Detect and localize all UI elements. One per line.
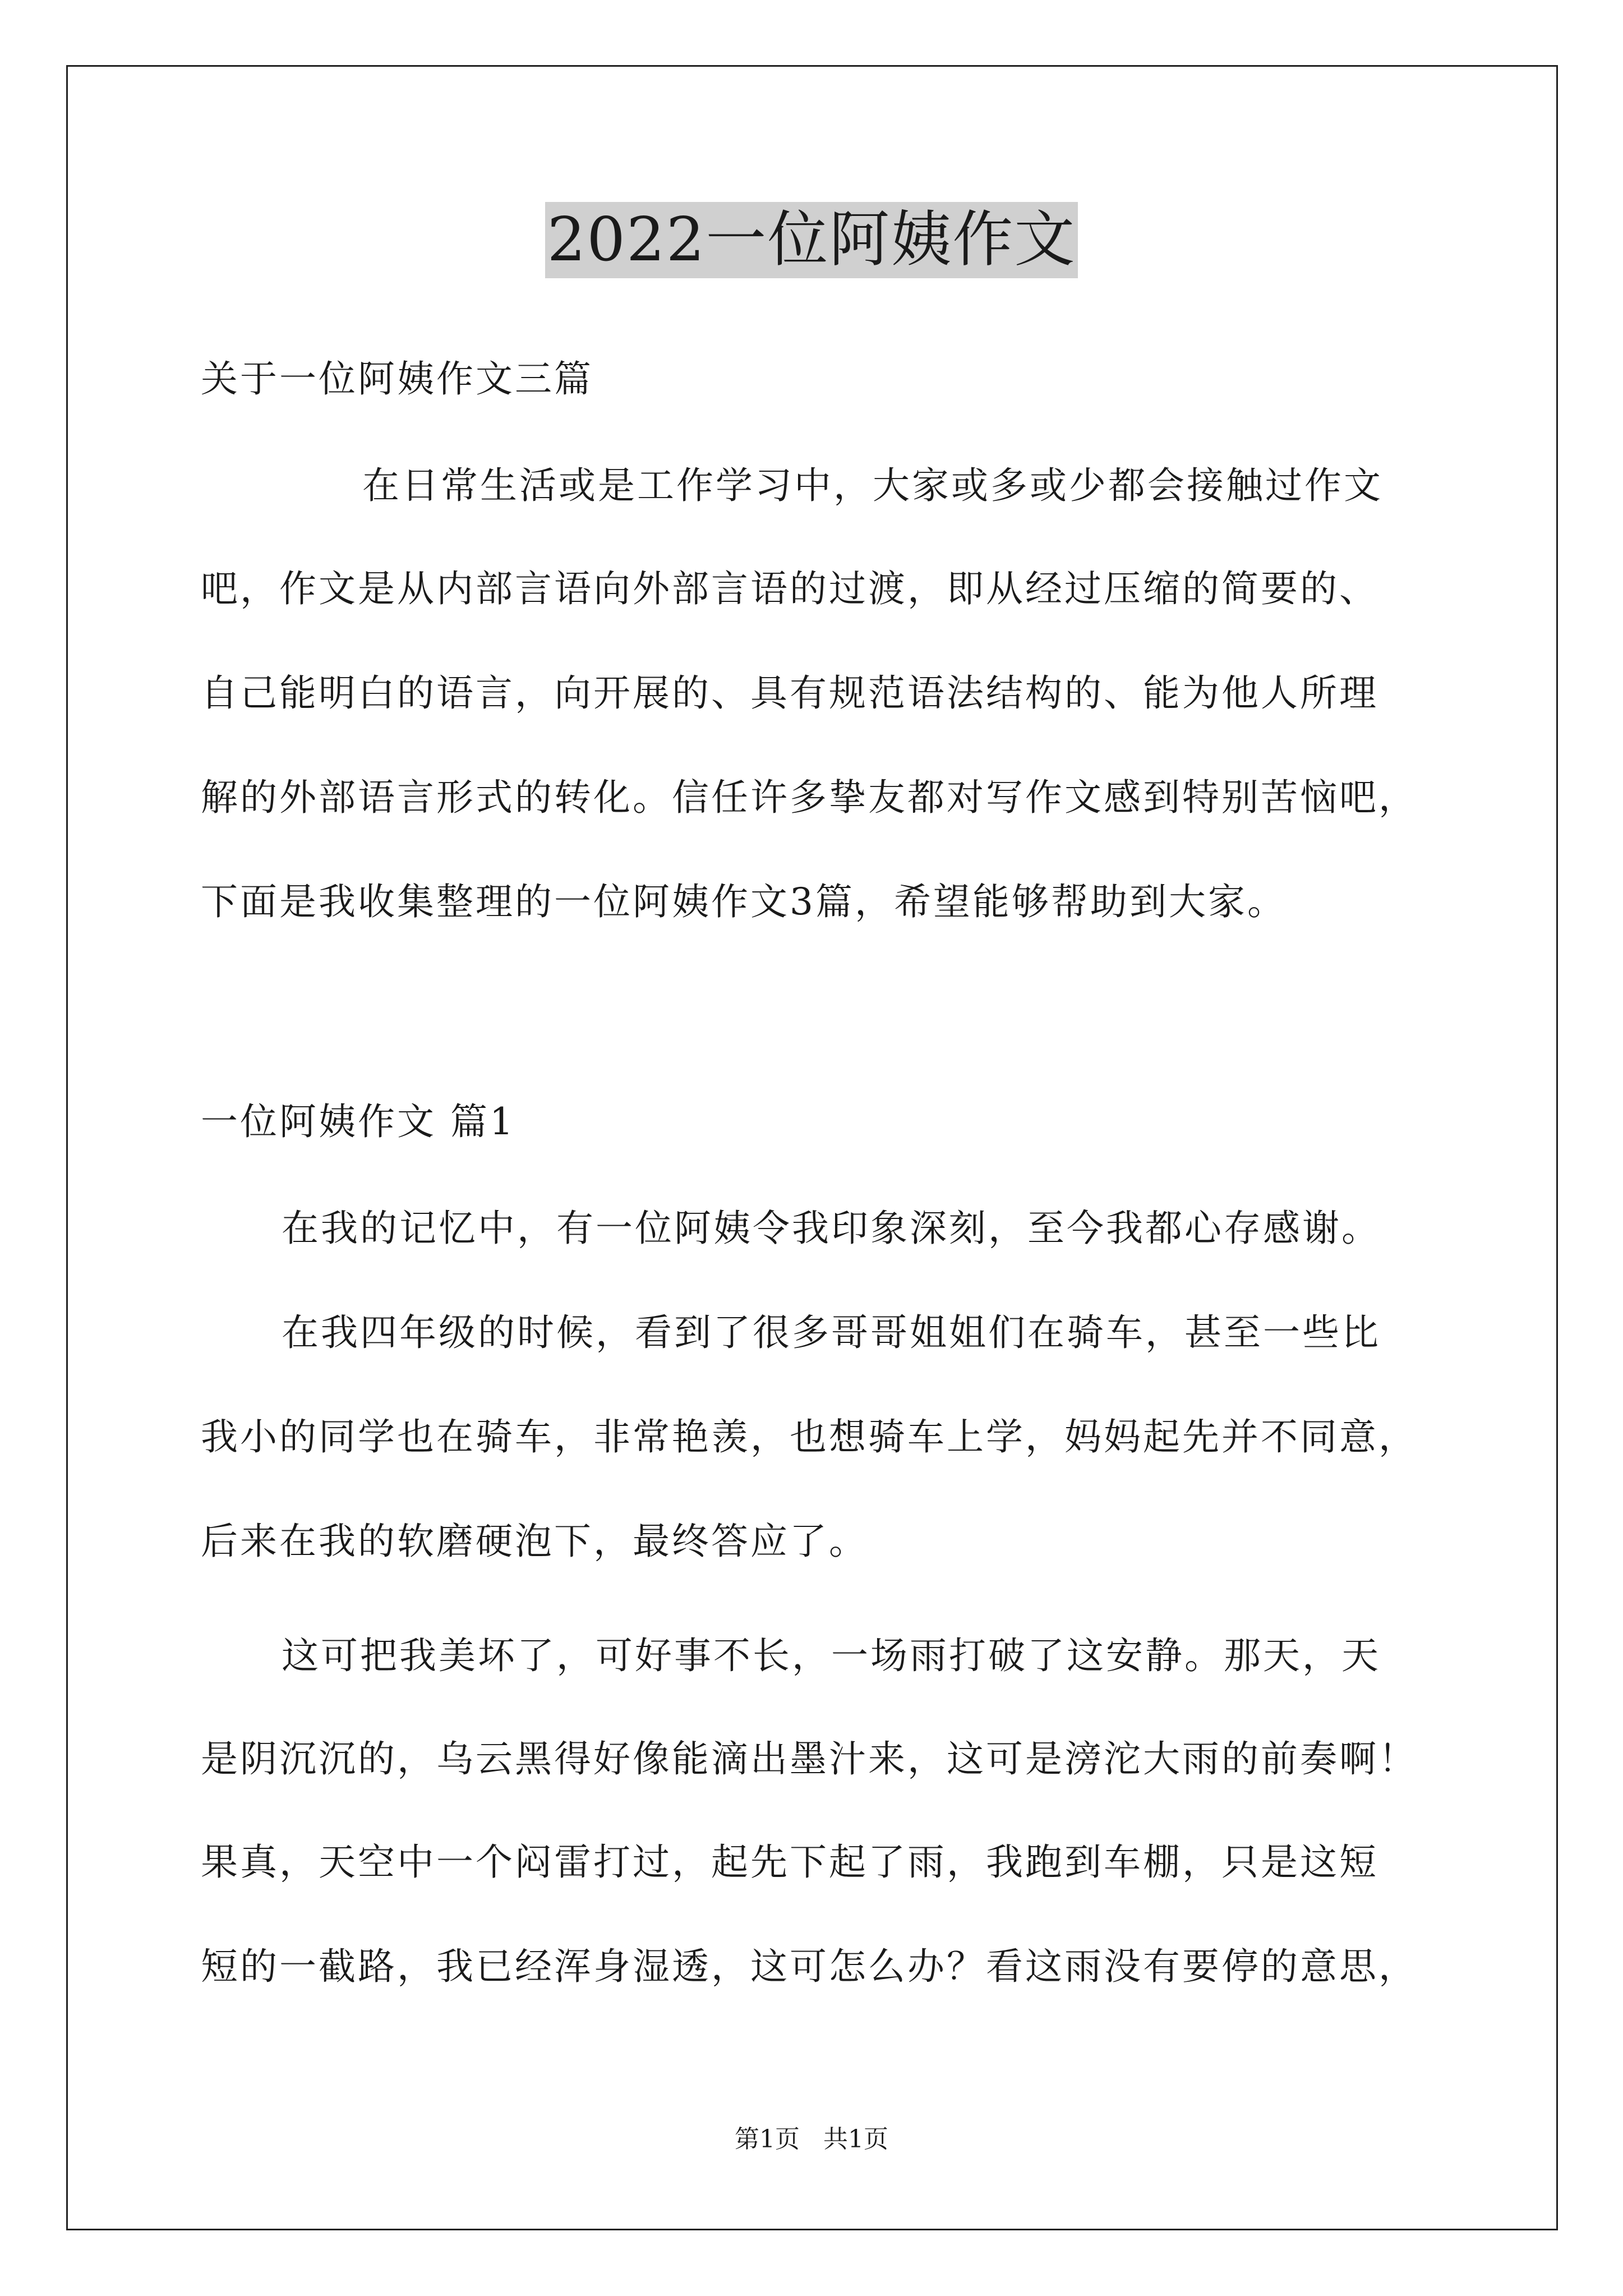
section-heading: 一位阿姨作文 篇1 <box>201 1100 515 1143</box>
body-line-8: 短的一截路，我已经浑身湿透，这可怎么办？看这雨没有要停的意思， <box>201 1945 1418 1988</box>
intro-line-3: 自己能明白的语言，向开展的、具有规范语法结构的、能为他人所理 <box>201 671 1378 715</box>
body-line-3: 我小的同学也在骑车，非常艳羡，也想骑车上学，妈妈起先并不同意， <box>201 1415 1418 1458</box>
body-line-5: 这可把我美坏了，可好事不长，一场雨打破了这安静。那天，天 <box>282 1634 1381 1677</box>
document-title: 2022一位阿姨作文 <box>545 202 1078 278</box>
body-line-6: 是阴沉沉的，乌云黑得好像能滴出墨汁来，这可是滂沱大雨的前奏啊！ <box>201 1737 1418 1780</box>
intro-line-1: 在日常生活或是工作学习中，大家或多或少都会接触过作文 <box>362 464 1383 507</box>
body-line-7: 果真，天空中一个闷雷打过，起先下起了雨，我跑到车棚，只是这短 <box>201 1841 1378 1884</box>
intro-line-4: 解的外部语言形式的转化。信任许多挚友都对写作文感到特别苦恼吧， <box>201 776 1418 819</box>
intro-line-5: 下面是我收集整理的一位阿姨作文3篇，希望能够帮助到大家。 <box>201 880 1287 923</box>
body-line-1: 在我的记忆中，有一位阿姨令我印象深刻，至今我都心存感谢。 <box>282 1207 1381 1250</box>
body-line-4: 后来在我的软磨硬泡下，最终答应了。 <box>201 1520 868 1563</box>
title-container <box>0 202 1623 278</box>
body-line-2: 在我四年级的时候，看到了很多哥哥姐姐们在骑车，甚至一些比 <box>282 1311 1381 1354</box>
document-subtitle: 关于一位阿姨作文三篇 <box>201 357 593 401</box>
intro-line-2: 吧，作文是从内部言语向外部言语的过渡，即从经过压缩的简要的、 <box>201 567 1378 610</box>
page-footer: 第1页 共1页 <box>735 2125 888 2154</box>
